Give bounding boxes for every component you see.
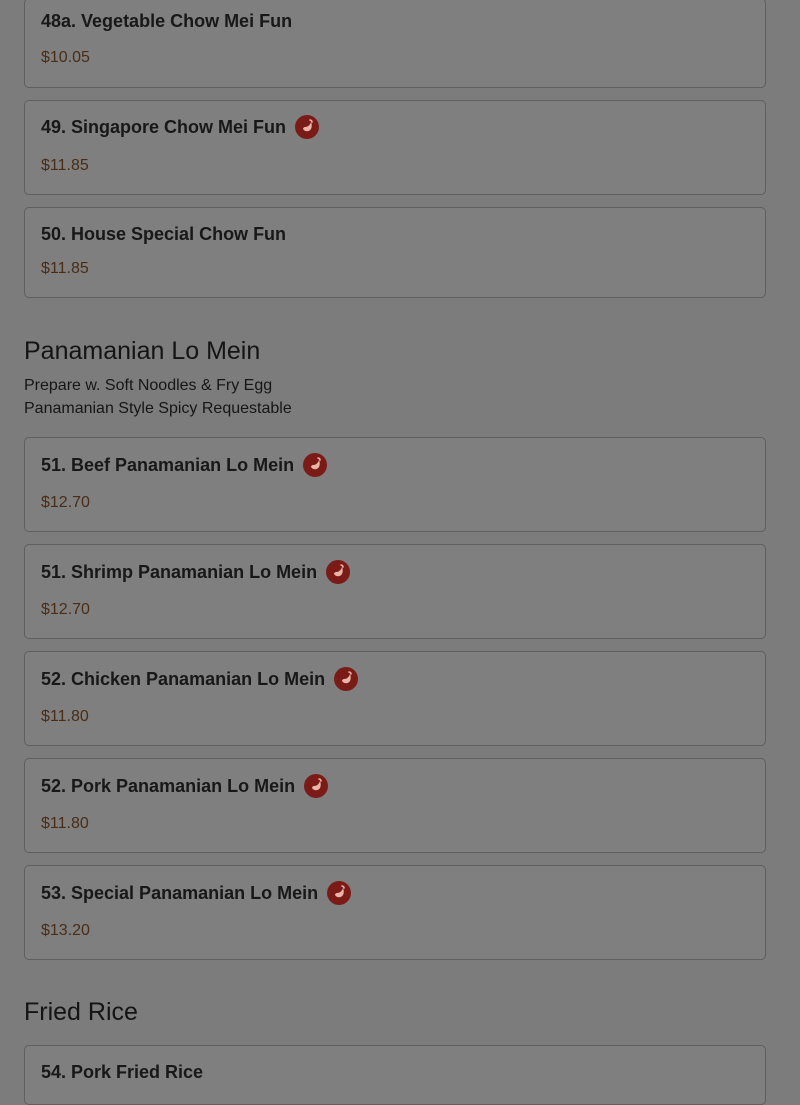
menu-item-price: $11.80 — [41, 815, 89, 832]
menu-item-title: 51. Shrimp Panamanian Lo Mein — [41, 561, 318, 582]
menu-item-49[interactable] — [24, 100, 766, 195]
spicy-pepper-icon — [295, 115, 319, 139]
menu-item-title-row — [41, 115, 319, 139]
menu-item-price: $11.85 — [41, 157, 89, 174]
menu-item-title: 49. Singapore Chow Mei Fun — [41, 116, 287, 137]
menu-item-title-row — [41, 11, 292, 32]
menu-item-54[interactable] — [24, 1045, 766, 1105]
menu-item-51-beef[interactable] — [24, 437, 766, 532]
menu-item-title-row — [41, 881, 351, 905]
menu-item-title: 53. Special Panamanian Lo Mein — [41, 882, 319, 903]
menu-item-52-chicken[interactable] — [24, 651, 766, 746]
menu-item-52-pork[interactable] — [24, 758, 766, 853]
menu-item-price: $12.70 — [41, 601, 90, 618]
menu-item-price: $10.05 — [41, 49, 90, 66]
menu-item-title-row — [41, 1062, 203, 1083]
spicy-pepper-icon — [326, 560, 350, 584]
menu-item-title-row — [41, 224, 286, 245]
spicy-pepper-icon — [327, 881, 351, 905]
menu-item-price: $13.20 — [41, 922, 90, 939]
menu-item-48a[interactable] — [24, 0, 766, 88]
spicy-pepper-icon — [304, 774, 328, 798]
menu-item-53-special[interactable] — [24, 865, 766, 960]
menu-item-title: 52. Pork Panamanian Lo Mein — [41, 775, 296, 796]
menu-item-title: 50. House Special Chow Fun — [41, 224, 287, 244]
menu-item-title-row — [41, 560, 350, 584]
section-description-line: Prepare w. Soft Noodles & Fry Egg — [24, 377, 273, 394]
menu-item-title-row — [41, 774, 328, 798]
menu-item-title-row — [41, 667, 358, 691]
section-title-panamanian-lo-mein: Panamanian Lo Mein — [24, 337, 261, 365]
menu-item-price: $11.85 — [41, 260, 89, 277]
section-title-fried-rice: Fried Rice — [24, 998, 138, 1026]
section-description-line: Panamanian Style Spicy Requestable — [24, 400, 292, 417]
menu-item-50[interactable] — [24, 207, 766, 298]
menu-item-price: $11.80 — [41, 708, 89, 725]
menu-item-title: 51. Beef Panamanian Lo Mein — [41, 454, 295, 475]
menu-item-title: 54. Pork Fried Rice — [41, 1062, 204, 1082]
menu-item-51-shrimp[interactable] — [24, 544, 766, 639]
spicy-pepper-icon — [303, 453, 327, 477]
menu-item-price: $12.70 — [41, 494, 90, 511]
menu-item-title: 52. Chicken Panamanian Lo Mein — [41, 668, 326, 689]
spicy-pepper-icon — [334, 667, 358, 691]
menu-item-title-row — [41, 453, 327, 477]
menu-item-title: 48a. Vegetable Chow Mei Fun — [41, 11, 293, 31]
